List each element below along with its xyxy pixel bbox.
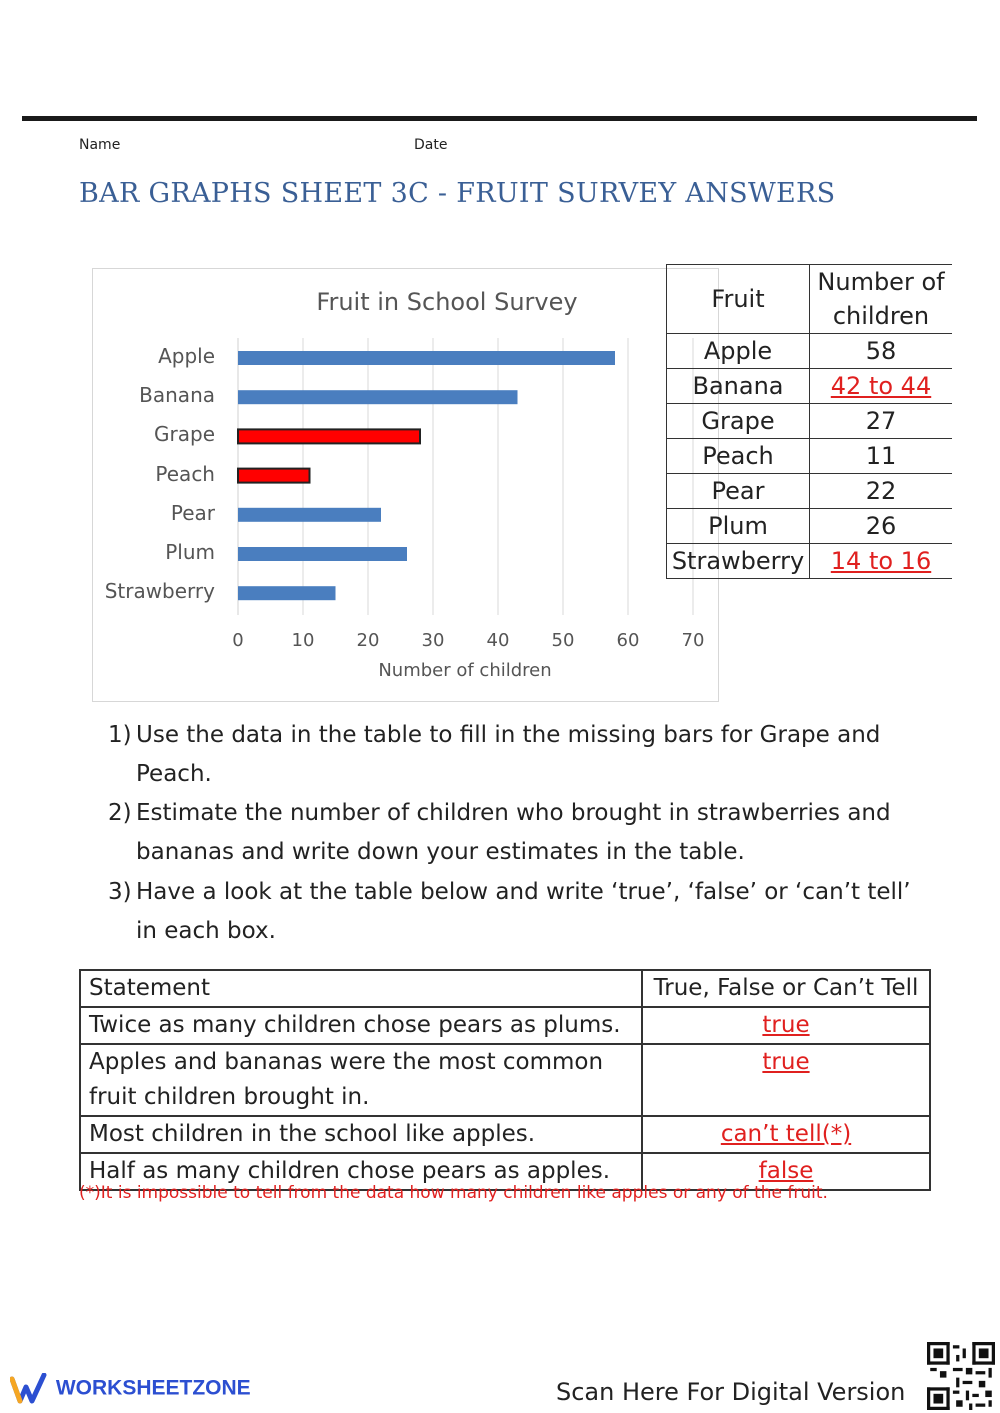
tick-label: 40: [486, 630, 510, 651]
fruit-cell: Plum: [667, 509, 810, 544]
count-cell: 42 to 44: [810, 369, 953, 404]
category-label: Peach: [155, 461, 215, 486]
table-row: [667, 404, 953, 439]
answer-cell: [642, 1044, 930, 1116]
category-label: Strawberry: [104, 579, 215, 604]
table-row: [667, 439, 953, 474]
x-axis-label: Number of children: [378, 660, 552, 681]
bar-strawberry: [238, 586, 336, 600]
fruit-cell: Peach: [667, 439, 810, 474]
question-2: 2) Estimate the number of children who brought in strawberries and bananas and write down your estimates in the table.: [108, 800, 891, 865]
count-cell: 22: [810, 474, 953, 509]
tick-label: 30: [421, 630, 445, 651]
bar-pear: [238, 508, 381, 522]
fruit-cell: Grape: [667, 404, 810, 439]
scan-text: Scan Here For Digital Version: [556, 1378, 906, 1406]
count-cell: 58: [810, 334, 953, 369]
tick-label: 0: [232, 630, 244, 651]
table-row: [667, 474, 953, 509]
logo-w-icon: [10, 1373, 50, 1405]
answer-text: true: [762, 1012, 810, 1038]
fruit-cell: Pear: [667, 474, 810, 509]
answer-text: true: [762, 1049, 810, 1075]
qr-code-icon[interactable]: [927, 1342, 995, 1410]
table-row: [80, 1116, 930, 1153]
table-row: [667, 369, 953, 404]
statement-cell: Half as many children chose pears as apples.: [80, 1153, 642, 1190]
tick-label: 10: [291, 630, 315, 651]
statement-cell: Most children in the school like apples.: [80, 1116, 642, 1153]
chart-title: Fruit in School Survey: [316, 288, 578, 316]
tick-label: 60: [616, 630, 640, 651]
fruit-cell: Apple: [667, 334, 810, 369]
bar-banana: [238, 390, 518, 404]
bar-grape: [238, 429, 420, 443]
count-cell: 27: [810, 404, 953, 439]
category-label: Banana: [139, 383, 215, 408]
name-label: Name: [79, 137, 121, 153]
question-3: 3) Have a look at the table below and write ‘true’, ‘false’ or ‘can’t tell’ in each box.: [108, 879, 911, 944]
footnote: (*)It is impossible to tell from the data how many children like apples or any of the fruit.: [79, 1183, 828, 1203]
table-row: [667, 509, 953, 544]
category-label: Pear: [170, 500, 215, 525]
answer-cell: [642, 1007, 930, 1044]
count-cell: 26: [810, 509, 953, 544]
table-row: [80, 1044, 930, 1116]
fruit-cell: Strawberry: [667, 544, 810, 579]
statement-cell: Twice as many children chose pears as plums.: [80, 1007, 642, 1044]
date-label: Date: [414, 137, 448, 153]
statement-cell: Apples and bananas were the most common fruit children brought in.: [80, 1044, 642, 1116]
table-row: [80, 1007, 930, 1044]
answer-cell: [642, 1116, 930, 1153]
answer-text: can’t tell(*): [720, 1121, 852, 1147]
fruit-header: Fruit: [667, 265, 810, 334]
worksheetzone-logo: WORKSHEETZONE: [10, 1373, 251, 1405]
question-1: 1) Use the data in the table to fill in the missing bars for Grape and Peach.: [108, 722, 881, 787]
bar-plum: [238, 547, 407, 561]
tick-label: 20: [356, 630, 380, 651]
count-cell: 14 to 16: [810, 544, 953, 579]
bar-apple: [238, 351, 615, 365]
statement-table: [79, 969, 931, 1191]
table-row: [667, 334, 953, 369]
table-row: [667, 544, 953, 579]
page-title: BAR GRAPHS SHEET 3C - FRUIT SURVEY ANSWERS: [79, 178, 836, 209]
fruit-cell: Banana: [667, 369, 810, 404]
bar-peach: [238, 469, 310, 483]
count-header: Number of children: [810, 265, 953, 334]
fruit-table: [666, 264, 952, 579]
tick-label: 70: [681, 630, 705, 651]
answer-text: false: [758, 1158, 814, 1184]
tick-label: 50: [551, 630, 575, 651]
category-label: Apple: [158, 344, 215, 368]
statement-header: Statement: [80, 970, 642, 1007]
category-label: Grape: [154, 422, 215, 447]
category-label: Plum: [165, 540, 215, 564]
count-cell: 11: [810, 439, 953, 474]
answer-header: True, False or Can’t Tell: [642, 970, 930, 1007]
